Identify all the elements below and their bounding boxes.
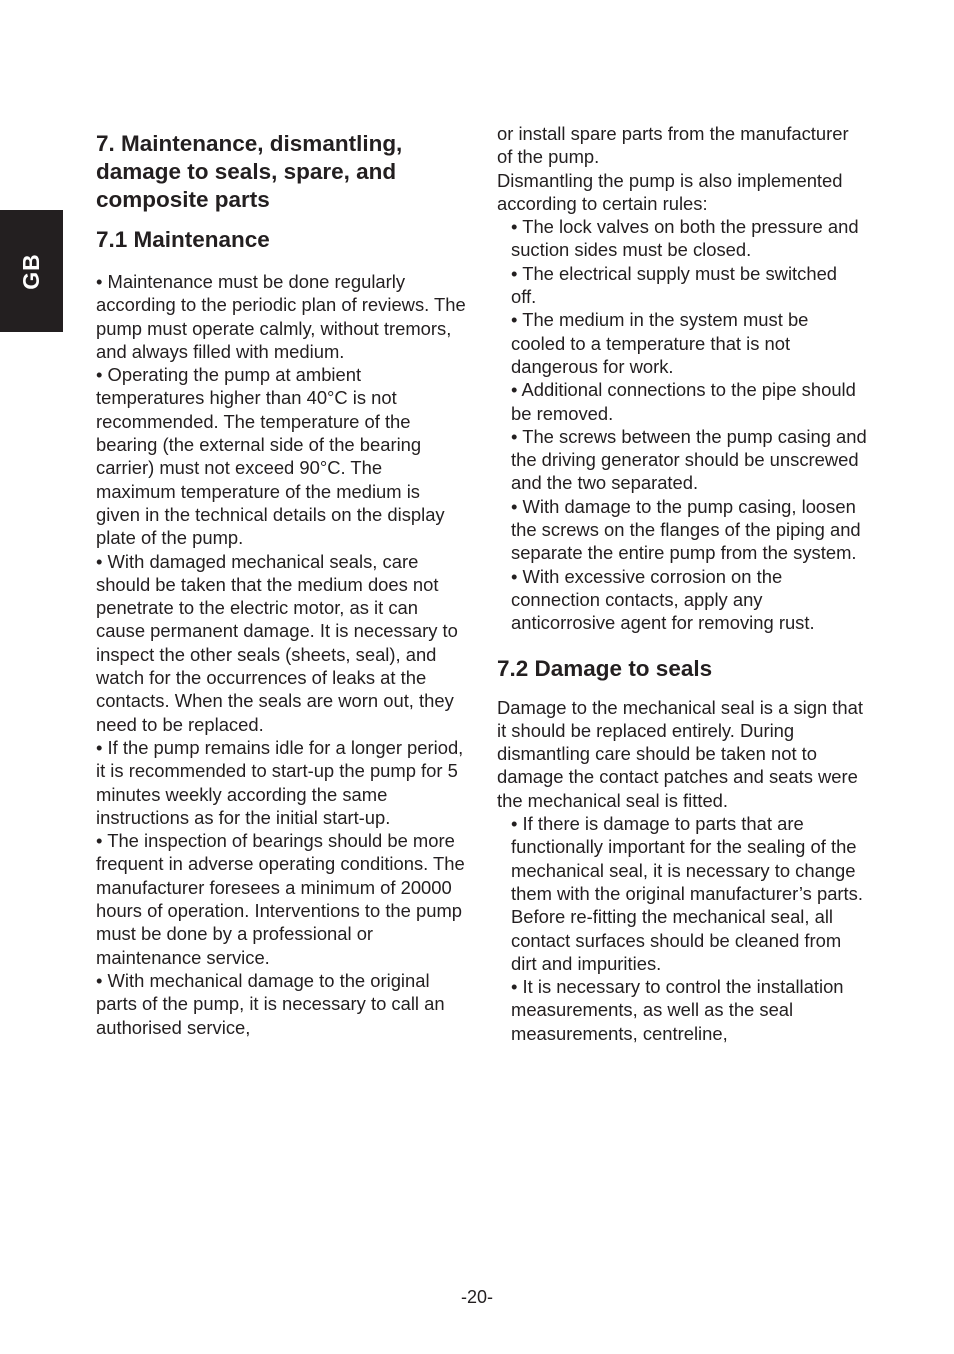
page-number: -20- xyxy=(460,1287,493,1307)
seal-item: • It is necessary to control the installation measurements, as well as the seal measurements, centreline, xyxy=(511,976,844,1044)
left-column xyxy=(96,130,466,1039)
seal-item: • If there is damage to parts that are functionally important for the sealing of the mechanical seal, it is necessary to change them with the original manufacturer’s parts. Before re-fitting the mechanical seal, all contact surfaces should be cleaned from dirt and impurities. xyxy=(511,813,863,974)
rule-item: • Additional connections to the pipe should be removed. xyxy=(511,379,856,424)
maintenance-paragraph: • Maintenance must be done regularly according to the periodic plan of reviews. The pump must operate calmly, without tremors, and always filled with medium. xyxy=(96,271,466,362)
rule-item: • With excessive corrosion on the connection contacts, apply any anticorrosive agent for removing rust. xyxy=(511,565,815,634)
right-column xyxy=(497,122,867,1045)
section-heading-maintenance: 7.1 Maintenance xyxy=(96,227,270,252)
rule-item: • The electrical supply must be switched off. xyxy=(511,262,838,308)
maintenance-paragraph: • With mechanical damage to the original parts of the pump, it is necessary to call an authorised service, xyxy=(96,969,445,1038)
chapter-title: 7. Maintenance, dismantling, damage to seals, spare, and composite parts xyxy=(96,131,403,212)
seal-intro-paragraph: Damage to the mechanical seal is a sign that it should be replaced entirely. During dismantling care should be taken not to damage the contact patches and seats were the mechanical seal is fitted. xyxy=(497,696,863,811)
rule-item: • The medium in the system must be cooled to a temperature that is not dangerous for work. xyxy=(511,309,809,377)
intro-paragraph: Dismantling the pump is also implemented according to certain rules: xyxy=(497,169,843,214)
maintenance-paragraph: • The inspection of bearings should be more frequent in adverse operating conditions. The manufacturer foresees a minimum of 20000 hours of operation. Interventions to the pump must be done by a professional or maintenance service. xyxy=(96,830,465,968)
language-tab xyxy=(0,210,63,332)
maintenance-paragraph: • If the pump remains idle for a longer period, it is recommended to start-up the pump for 5 minutes weekly according the same instructions as for the initial start-up. xyxy=(96,736,464,828)
rule-item: • The lock valves on both the pressure and suction sides must be closed. xyxy=(511,216,859,261)
maintenance-paragraph: • Operating the pump at ambient temperatures higher than 40°C is not recommended. The temperature of the bearing (the external side of the bearing carrier) must not exceed 90°C. The maximum temperature of the medium is given in the technical details on the display plate of the pump. xyxy=(96,364,445,549)
rule-item: • The screws between the pump casing and the driving generator should be unscrewed and the two separated. xyxy=(511,425,867,494)
section-heading-damage-to-seals: 7.2 Damage to seals xyxy=(497,655,713,681)
maintenance-paragraph: • With damaged mechanical seals, care should be taken that the medium does not penetrate to the electric motor, as it can cause permanent damage. It is necessary to inspect the other seals (sheets, seal), and watch for the occurrences of leaks at the contacts. When the seals are worn out, they need to be replaced. xyxy=(96,550,458,735)
rule-item: • With damage to the pump casing, loosen the screws on the flanges of the piping and separate the entire pump from the system. xyxy=(511,495,861,564)
intro-paragraph: or install spare parts from the manufacturer of the pump. xyxy=(497,123,849,168)
language-tab-label: GB xyxy=(18,252,44,290)
